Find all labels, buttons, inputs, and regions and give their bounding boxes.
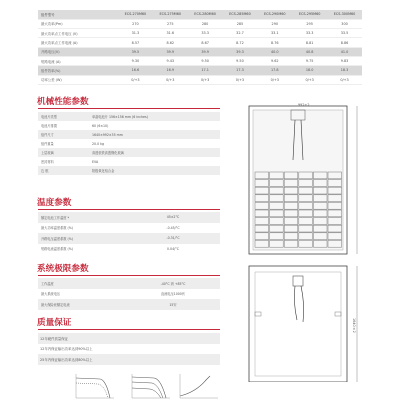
spec-cell: 8.57	[118, 38, 153, 47]
spec-cell: 40.8	[292, 47, 327, 56]
spec-cell: 16.6	[118, 66, 153, 75]
spec-cell: 33.3	[188, 29, 223, 38]
mechanical-label: 电池片类型	[41, 115, 57, 119]
mechanical-row	[38, 148, 220, 157]
mechanical-title: 机械性能参数	[37, 97, 89, 107]
spec-row	[38, 66, 362, 75]
temperature-label: 额定电池工作温度 *	[41, 215, 70, 220]
mechanical-label: 边 框	[41, 169, 49, 173]
system-value: 直流电压1000伏	[160, 292, 186, 297]
system-label: 工作温度	[41, 281, 54, 286]
system-label: 最大系统电压	[41, 292, 61, 297]
spec-cell: 33.1	[257, 29, 292, 38]
spec-cell: 280	[188, 19, 223, 28]
mechanical-value: 阳极氧化铝合金	[92, 169, 115, 173]
temperature-table	[38, 212, 220, 254]
mechanical-rule	[38, 108, 220, 109]
spec-cell: 0/+3	[257, 75, 292, 84]
spec-cell: 290	[257, 19, 292, 28]
system-row	[38, 289, 220, 300]
spec-cell: ECS-295M60	[292, 10, 327, 19]
spec-row-label: 最大功率(Pm)	[38, 19, 118, 28]
spec-cell: 0/+3	[118, 75, 153, 84]
temperature-value: 45±2°C	[166, 215, 180, 220]
quality-item: 12年内保证输出功率达到90%以上	[40, 347, 93, 352]
temperature-label: 短路电流温度系数 (%)	[41, 247, 74, 252]
spec-cell: 0/+3	[153, 75, 188, 84]
spec-cell: ECS-270M60	[118, 10, 153, 19]
iv-curve-1	[72, 372, 116, 400]
spec-cell: 17.8	[257, 66, 292, 75]
spec-cell: 8.67	[188, 38, 223, 47]
spec-cell: 31.6	[153, 29, 188, 38]
mechanical-value: EVA	[92, 159, 99, 164]
spec-cell: ECS-285M60	[223, 10, 258, 19]
spec-cell: ECS-275M60	[153, 10, 188, 19]
temperature-value: -0.31/°C	[166, 236, 180, 241]
spec-cell: 9.75	[292, 56, 327, 65]
mechanical-label: 组件重量	[41, 142, 54, 146]
spec-cell: 8.62	[153, 38, 188, 47]
spec-row	[38, 56, 362, 65]
mechanical-label: 密封材料	[41, 160, 54, 164]
spec-row	[38, 75, 362, 84]
mechanical-value: 单晶电池片 156×156 mm (6 inches)	[92, 115, 148, 119]
panel-front-drawing	[235, 100, 369, 258]
iv-curve-2	[128, 372, 172, 400]
spec-row-label: 功率公差 (W)	[38, 75, 118, 84]
spec-cell: 9.43	[153, 56, 188, 65]
spec-cell: 40.0	[257, 47, 292, 56]
spec-cell: 33.3	[292, 29, 327, 38]
spec-cell: 39.9	[153, 47, 188, 56]
spec-cell: 0/+3	[188, 75, 223, 84]
spec-row-label: 短路电流 (A)	[38, 56, 118, 65]
spec-row-label: 组件效率(%)	[38, 66, 118, 75]
temperature-row	[38, 223, 220, 234]
spec-cell: 9.50	[223, 56, 258, 65]
spec-row	[38, 19, 362, 28]
iv-curve-3	[176, 372, 220, 400]
system-label: 最大保险丝额定电流	[41, 302, 70, 307]
quality-title: 质量保证	[37, 318, 72, 328]
spec-cell: 275	[153, 19, 188, 28]
system-value: 15安	[169, 302, 177, 307]
mechanical-label: 上层玻璃	[41, 151, 54, 155]
quality-rule	[38, 329, 220, 330]
spec-cell: 8.76	[257, 38, 292, 47]
system-rule	[38, 275, 220, 276]
temperature-value: 0.04/°C	[167, 246, 179, 251]
mechanical-value: 60 (6×10)	[92, 123, 109, 128]
mechanical-value: 高透低铁高透钢化玻璃	[92, 151, 124, 155]
system-row	[38, 299, 220, 310]
spec-cell: 16.9	[153, 66, 188, 75]
spec-cell: ECS-290M60	[257, 10, 292, 19]
mechanical-value: 20.0 kg	[92, 141, 104, 146]
spec-cell: 0/+3	[327, 75, 362, 84]
spec-row	[38, 38, 362, 47]
quality-list	[38, 333, 220, 365]
mechanical-table	[38, 112, 220, 175]
spec-cell: 9.83	[327, 56, 362, 65]
spec-cell: 39.3	[223, 47, 258, 56]
mechanical-value: 1640×992×35 mm	[92, 132, 123, 137]
temperature-rule	[38, 209, 220, 210]
mechanical-row	[38, 139, 220, 148]
spec-cell: 32.7	[223, 29, 258, 38]
spec-cell: 9.62	[257, 56, 292, 65]
temperature-value: -0.45/°C	[166, 225, 180, 230]
mechanical-row	[38, 130, 220, 139]
system-table	[38, 278, 220, 310]
temperature-row	[38, 233, 220, 244]
mechanical-label: 电池片排置	[41, 124, 57, 128]
drawing-top-dimension: 992±2	[298, 103, 310, 107]
spec-cell: 31.3	[118, 29, 153, 38]
spec-cell: 8.72	[223, 38, 258, 47]
spec-cell: 18.3	[327, 66, 362, 75]
quality-item: 25年内保证输出功率达到80%以上	[38, 354, 220, 365]
temperature-label: 最大功率温度系数 (%)	[41, 226, 74, 231]
spec-row	[38, 10, 362, 19]
spec-row-label: 最大功率点工作电流 (A)	[38, 38, 118, 47]
mechanical-row	[38, 157, 220, 166]
temperature-label: 开路电压温度系数 (%)	[41, 236, 74, 241]
quality-item: 12年硬件质量保证	[38, 333, 220, 344]
spec-cell: 41.0	[327, 47, 362, 56]
spec-cell: 8.86	[327, 38, 362, 47]
mechanical-row	[38, 112, 220, 121]
panel-back-drawing	[235, 262, 369, 382]
spec-cell: 8.81	[292, 38, 327, 47]
temperature-title: 温度参数	[37, 198, 72, 208]
spec-cell: 285	[223, 19, 258, 28]
spec-cell: 0/+3	[292, 75, 327, 84]
spec-row-label: 最大功率点工作电压 (V)	[38, 29, 118, 38]
temperature-row	[38, 244, 220, 255]
spec-cell: 295	[292, 19, 327, 28]
spec-cell: 270	[118, 19, 153, 28]
system-row	[38, 278, 220, 289]
spec-cell: 39.5	[118, 47, 153, 56]
spec-cell: 17.3	[223, 66, 258, 75]
spec-row	[38, 29, 362, 38]
drawing-side-dimension: 1640±2	[352, 318, 356, 333]
spec-cell: 18.0	[292, 66, 327, 75]
system-title: 系统极限参数	[37, 264, 89, 274]
spec-cell: 9.50	[188, 56, 223, 65]
mechanical-row	[38, 121, 220, 130]
spec-cell: 300	[327, 19, 362, 28]
spec-row	[38, 47, 362, 56]
spec-cell: 17.1	[188, 66, 223, 75]
spec-cell: 0/+3	[223, 75, 258, 84]
spec-cell: ECS-300M60	[327, 10, 362, 19]
spec-row-label: 组件型号	[38, 10, 118, 19]
spec-cell: 33.5	[327, 29, 362, 38]
spec-row-label: 开路电压(V)	[38, 47, 118, 56]
system-value: -40°C 到 +85°C	[160, 281, 186, 286]
spec-cell: 9.30	[118, 56, 153, 65]
spec-cell: ECS-280M60	[188, 10, 223, 19]
electrical-spec-table	[38, 10, 362, 85]
spec-cell: 39.9	[188, 47, 223, 56]
mechanical-label: 组件尺寸	[41, 133, 54, 137]
temperature-row	[38, 212, 220, 223]
mechanical-row	[38, 166, 220, 175]
